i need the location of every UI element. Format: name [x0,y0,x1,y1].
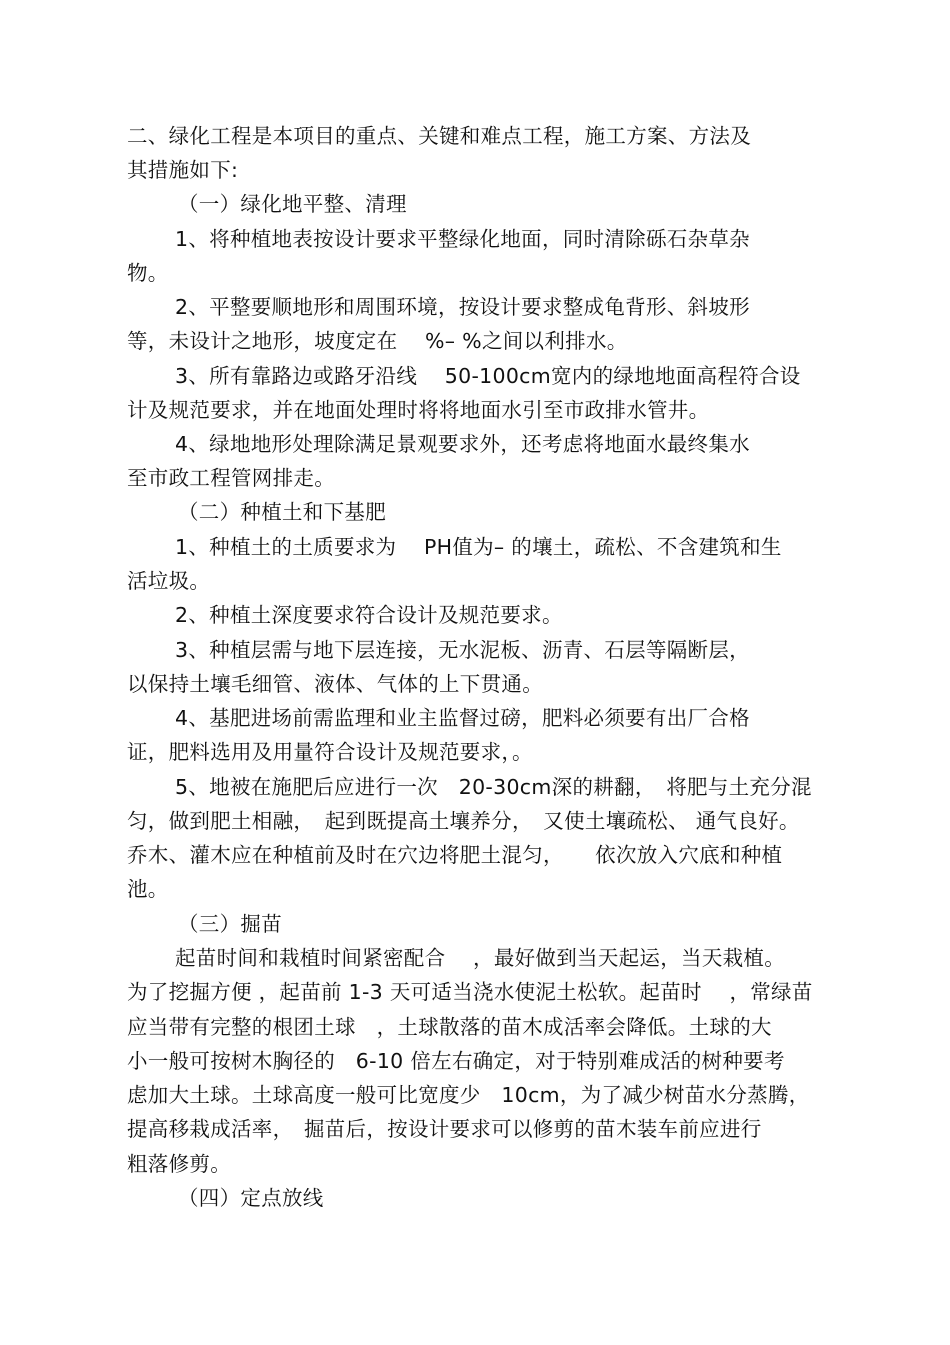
section-2-line: 1、种植土的土质要求为 PH值为– 的壤土，疏松、不含建筑和生 [175,535,782,559]
section-3-line: 虑加大土球。土球高度一般可比宽度少 10cm，为了减少树苗水分蒸腾， [127,1083,810,1107]
section-2-heading: （二）种植土和下基肥 [178,500,386,524]
section-2-line: 3、种植层需与地下层连接，无水泥板、沥青、石层等隔断层， [175,638,750,662]
section-3-line: 起苗时间和栽植时间紧密配合 ，最好做到当天起运，当天栽植。 [175,946,786,970]
section-4-heading: （四）定点放线 [178,1186,324,1210]
document-title-line-2: 其措施如下: [127,158,239,182]
section-1-line: 等，未设计之地形，坡度定在 %– %之间以利排水。 [127,329,628,353]
section-3-line: 粗落修剪。 [127,1152,231,1176]
section-2-line: 乔木、灌木应在种植前及时在穴边将肥土混匀， 依次放入穴底和种植 [127,843,783,867]
section-1-line: 3、所有靠路边或路牙沿线 50-100cm宽内的绿地地面高程符合设 [175,364,801,388]
section-3-heading: （三）掘苗 [178,912,282,936]
section-2-line: 以保持土壤毛细管、液体、气体的上下贯通。 [127,672,543,696]
section-2-line: 证，肥料选用及用量符合设计及规范要求，。 [127,740,533,764]
section-2-line: 匀，做到肥土相融， 起到既提高土壤养分， 又使土壤疏松、 通气良好。 [127,809,800,833]
section-2-line: 活垃圾。 [127,569,211,593]
section-1-line: 1、将种植地表按设计要求平整绿化地面，同时清除砾石杂草杂 [175,227,750,251]
section-1-line: 4、绿地地形处理除满足景观要求外，还考虑将地面水最终集水 [175,432,750,456]
section-2-line: 4、基肥进场前需监理和业主监督过磅，肥料必须要有出厂合格 [175,706,750,730]
section-3-line: 小一般可按树木胸径的 6-10 倍左右确定，对于特别难成活的树种要考 [127,1049,785,1073]
section-1-heading: （一）绿化地平整、清理 [178,192,407,216]
section-2-line: 2、种植土深度要求符合设计及规范要求。 [175,603,563,627]
section-2-line: 池。 [127,877,169,901]
section-1-line: 物。 [127,261,169,285]
section-1-line: 计及规范要求，并在地面处理时将将地面水引至市政排水管井。 [127,398,710,422]
section-2-line: 5、地被在施肥后应进行一次 20-30cm深的耕翻， 将肥与土充分混 [175,775,812,799]
document-title-line-1: 二、绿化工程是本项目的重点、关键和难点工程，施工方案、方法及 [127,124,751,148]
section-1-line: 2、平整要顺地形和周围环境，按设计要求整成龟背形、斜坡形 [175,295,750,319]
section-3-line: 为了挖掘方便 ，起苗前 1-3 天可适当浇水使泥土松软。起苗时 ，常绿苗 [127,980,813,1004]
section-3-line: 提高移栽成活率， 掘苗后，按设计要求可以修剪的苗木装车前应进行 [127,1117,762,1141]
section-1-line: 至市政工程管网排走。 [127,466,335,490]
section-3-line: 应当带有完整的根团土球 ，土球散落的苗木成活率会降低。土球的大 [127,1015,772,1039]
